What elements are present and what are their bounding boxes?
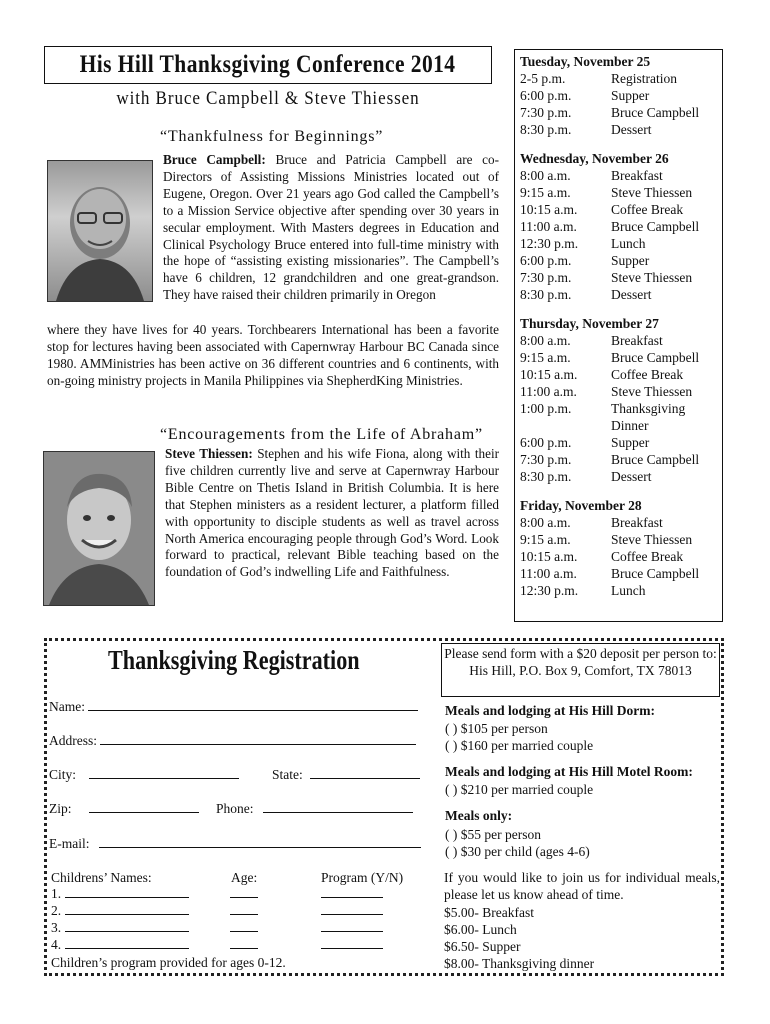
- name-label: Name:: [49, 699, 85, 714]
- send-form-note: [441, 643, 720, 697]
- state-field[interactable]: [272, 767, 420, 783]
- city-field[interactable]: [49, 767, 239, 783]
- schedule-row: [520, 400, 722, 434]
- address-label: Address:: [49, 733, 97, 748]
- schedule-event: Breakfast: [611, 333, 663, 348]
- schedule-time: 12:30 p.m.: [520, 236, 579, 251]
- schedule-day: [520, 150, 722, 303]
- schedule-time: 8:00 a.m.: [520, 333, 571, 348]
- individual-meals-note: If you would like to join us for individual meals, please let us know ahead of time.: [444, 870, 720, 902]
- email-field[interactable]: [49, 836, 421, 852]
- schedule-row: [520, 366, 722, 383]
- schedule-event: Steve Thiessen: [611, 384, 693, 399]
- child-program-line[interactable]: [321, 938, 383, 949]
- schedule-row: [520, 87, 722, 104]
- schedule-event: Breakfast: [611, 515, 663, 530]
- day-title: Wednesday, November 26: [520, 151, 669, 166]
- state-label: State:: [272, 767, 303, 782]
- bio-bruce-top: [163, 152, 499, 304]
- schedule-time: 10:15 a.m.: [520, 202, 578, 217]
- address-input-line[interactable]: [100, 734, 416, 745]
- schedule-row: [520, 201, 722, 218]
- motel-title: Meals and lodging at His Hill Motel Room:: [445, 764, 693, 779]
- schedule-event: Coffee Break: [611, 549, 684, 564]
- meal-price: $6.00- Lunch: [444, 922, 517, 937]
- schedule-event: Lunch: [611, 236, 646, 251]
- meal-price: $6.50- Supper: [444, 939, 521, 954]
- child-program-line[interactable]: [321, 904, 383, 915]
- day-title: Thursday, November 27: [520, 316, 659, 331]
- schedule-event: Coffee Break: [611, 202, 684, 217]
- schedule-time: 7:30 p.m.: [520, 452, 572, 467]
- portrait-icon: [44, 452, 154, 605]
- schedule-event: Thanksgiving Dinner: [611, 401, 686, 433]
- child-program-line[interactable]: [321, 921, 383, 932]
- speaker-name-bruce: Bruce Campbell:: [163, 152, 266, 167]
- phone-input-line[interactable]: [263, 802, 413, 813]
- schedule-row: [520, 184, 722, 201]
- child-row[interactable]: [51, 886, 383, 902]
- address-field[interactable]: [49, 733, 416, 749]
- schedule-row: [520, 218, 722, 235]
- schedule-row: [520, 167, 722, 184]
- child-age-line[interactable]: [230, 887, 258, 898]
- zip-input-line[interactable]: [89, 802, 199, 813]
- schedule-day: [520, 315, 722, 485]
- schedule-time: 9:15 a.m.: [520, 350, 571, 365]
- zip-field[interactable]: [49, 801, 199, 817]
- child-name-line[interactable]: [65, 904, 189, 915]
- schedule-event: Bruce Campbell: [611, 350, 700, 365]
- schedule-row: [520, 383, 722, 400]
- schedule-row: [520, 582, 722, 599]
- send-note-text: Please send form with a $20 deposit per person to:: [444, 646, 717, 661]
- meals-option-child[interactable]: ( ) $30 per child (ages 4-6): [445, 844, 590, 859]
- schedule-event: Dessert: [611, 287, 652, 302]
- title-box: [44, 46, 492, 84]
- meal-price: $5.00- Breakfast: [444, 905, 534, 920]
- schedule-event: Bruce Campbell: [611, 105, 700, 120]
- schedule-row: [520, 235, 722, 252]
- child-row[interactable]: [51, 920, 383, 936]
- schedule-event: Coffee Break: [611, 367, 684, 382]
- schedule-box: [514, 49, 723, 622]
- children-names-header: Childrens’ Names:: [51, 870, 152, 885]
- child-row-number: 4.: [51, 937, 62, 952]
- city-label: City:: [49, 767, 77, 782]
- dorm-option-couple[interactable]: ( ) $160 per married couple: [445, 738, 594, 753]
- registration-title: Thanksgiving Registration: [108, 645, 360, 675]
- schedule-time: 8:30 p.m.: [520, 469, 572, 484]
- schedule-row: [520, 349, 722, 366]
- schedule-time: 8:00 a.m.: [520, 168, 571, 183]
- schedule-time: 7:30 p.m.: [520, 270, 572, 285]
- bio-bruce-text: Bruce and Patricia Campbell are co-Directors of Assisting Missions Ministries located out of Eugene, Oregon. Over 21 years ago God called the Campbell’s to a Mission Service objective after spending over 30 years in secular employment. With Masters degrees in Education and Clinical Psychology Bruce entered into full-time ministry with the hope of “assisting existing missionaries”. The Campbell’s have 6 children, 12 grandchildren and one great-grandson. They have raised their children primarily in Oregon: [163, 152, 499, 303]
- phone-field[interactable]: [216, 801, 413, 817]
- schedule-time: 10:15 a.m.: [520, 549, 578, 564]
- children-program-note: Children’s program provided for ages 0-12.: [51, 955, 286, 970]
- day-title: Friday, November 28: [520, 498, 642, 513]
- schedule-row: [520, 565, 722, 582]
- schedule-event: Breakfast: [611, 168, 663, 183]
- schedule-time: 9:15 a.m.: [520, 532, 571, 547]
- children-age-header: Age:: [231, 870, 258, 885]
- schedule-time: 6:00 p.m.: [520, 253, 572, 268]
- schedule-event: Dessert: [611, 122, 652, 137]
- schedule-row: [520, 548, 722, 565]
- name-input-line[interactable]: [88, 700, 418, 711]
- talk-title-steve: “Encouragements from the Life of Abraham”: [160, 426, 483, 443]
- bio-steve: [165, 446, 499, 581]
- schedule-row: [520, 70, 722, 87]
- email-input-line[interactable]: [99, 837, 421, 848]
- child-program-line[interactable]: [321, 887, 383, 898]
- schedule-time: 8:30 p.m.: [520, 287, 572, 302]
- schedule-event: Supper: [611, 88, 650, 103]
- schedule-row: [520, 434, 722, 451]
- schedule-day: [520, 497, 722, 599]
- schedule-event: Steve Thiessen: [611, 270, 693, 285]
- schedule-event: Lunch: [611, 583, 646, 598]
- page-title: His Hill Thanksgiving Conference 2014: [80, 51, 456, 78]
- child-row[interactable]: [51, 903, 383, 919]
- name-field[interactable]: [49, 699, 418, 715]
- dorm-option-single[interactable]: ( ) $105 per person: [445, 721, 548, 736]
- zip-label: Zip:: [49, 801, 72, 816]
- schedule-time: 2-5 p.m.: [520, 71, 566, 86]
- phone-label: Phone:: [216, 801, 254, 816]
- schedule-time: 1:00 p.m.: [520, 401, 572, 416]
- state-input-line[interactable]: [310, 768, 420, 779]
- schedule-time: 11:00 a.m.: [520, 384, 577, 399]
- speaker-photo-bruce: [47, 160, 153, 302]
- motel-option-couple[interactable]: ( ) $210 per married couple: [445, 782, 594, 797]
- schedule-time: 12:30 p.m.: [520, 583, 579, 598]
- child-row-number: 1.: [51, 886, 62, 901]
- schedule-event: Registration: [611, 71, 677, 86]
- child-age-line[interactable]: [230, 904, 258, 915]
- schedule-event: Supper: [611, 435, 650, 450]
- child-age-line[interactable]: [230, 921, 258, 932]
- bio-bruce-bottom: where they have lives for 40 years. Torchbearers International has been a favorite stop for lectures having been associated with Capernwray Harbour BC Canada since 1980. AMMinistries has been active on 36 different countries and 6 continents, with on-going ministry projects in Manila Philippines via ShepherdKing Ministries.: [47, 322, 499, 388]
- subtitle: with Bruce Campbell & Steve Thiessen: [116, 88, 420, 109]
- child-name-line[interactable]: [65, 921, 189, 932]
- schedule-time: 8:30 p.m.: [520, 122, 572, 137]
- schedule-event: Bruce Campbell: [611, 452, 700, 467]
- schedule-time: 7:30 p.m.: [520, 105, 572, 120]
- schedule-row: [520, 531, 722, 548]
- schedule-time: 10:15 a.m.: [520, 367, 578, 382]
- schedule-event: Bruce Campbell: [611, 219, 700, 234]
- children-program-header: Program (Y/N): [321, 870, 404, 885]
- schedule-row: [520, 514, 722, 531]
- schedule-row: [520, 286, 722, 303]
- schedule-time: 8:00 a.m.: [520, 515, 571, 530]
- child-row[interactable]: [51, 937, 383, 953]
- schedule-time: 11:00 a.m.: [520, 219, 577, 234]
- schedule-event: Steve Thiessen: [611, 532, 693, 547]
- child-name-line[interactable]: [65, 887, 189, 898]
- schedule-row: [520, 269, 722, 286]
- schedule-time: 11:00 a.m.: [520, 566, 577, 581]
- email-label: E-mail:: [49, 836, 90, 851]
- child-row-number: 2.: [51, 903, 62, 918]
- meals-option-person[interactable]: ( ) $55 per person: [445, 827, 541, 842]
- schedule-row: [520, 104, 722, 121]
- bio-steve-text: Stephen and his wife Fiona, along with their five children currently live and serve at Capernwray Harbour Bible Centre on Thetis Island in British Columbia. It is here that Stephen ministers as a resident lecturer, a platform filled with opportunity to disciple students as well as travel across North America encouraging people through God’s Word. Look forward to practical, relevant Bible teaching based on the foundation of God’s indwelling Life and Faithfulness.: [165, 446, 500, 580]
- talk-title-bruce: “Thankfulness for Beginnings”: [160, 128, 384, 145]
- schedule-day: [520, 53, 722, 138]
- schedule-row: [520, 121, 722, 138]
- schedule-event: Dessert: [611, 469, 652, 484]
- send-address: His Hill, P.O. Box 9, Comfort, TX 78013: [469, 663, 692, 678]
- portrait-icon: [48, 161, 152, 301]
- speaker-photo-steve: [43, 451, 155, 606]
- dorm-title: Meals and lodging at His Hill Dorm:: [445, 703, 656, 718]
- schedule-row: [520, 332, 722, 349]
- speaker-name-steve: Steve Thiessen:: [165, 446, 253, 461]
- schedule-row: [520, 252, 722, 269]
- child-name-line[interactable]: [65, 938, 189, 949]
- meal-price: $8.00- Thanksgiving dinner: [444, 956, 595, 971]
- child-age-line[interactable]: [230, 938, 258, 949]
- schedule-time: 9:15 a.m.: [520, 185, 571, 200]
- child-row-number: 3.: [51, 920, 62, 935]
- schedule-event: Bruce Campbell: [611, 566, 700, 581]
- schedule-time: 6:00 p.m.: [520, 88, 572, 103]
- schedule-event: Steve Thiessen: [611, 185, 693, 200]
- day-title: Tuesday, November 25: [520, 54, 651, 69]
- schedule-time: 6:00 p.m.: [520, 435, 572, 450]
- schedule-row: [520, 451, 722, 468]
- schedule-event: Supper: [611, 253, 650, 268]
- city-input-line[interactable]: [89, 768, 239, 779]
- meals-only-title: Meals only:: [445, 808, 513, 823]
- schedule-row: [520, 468, 722, 485]
